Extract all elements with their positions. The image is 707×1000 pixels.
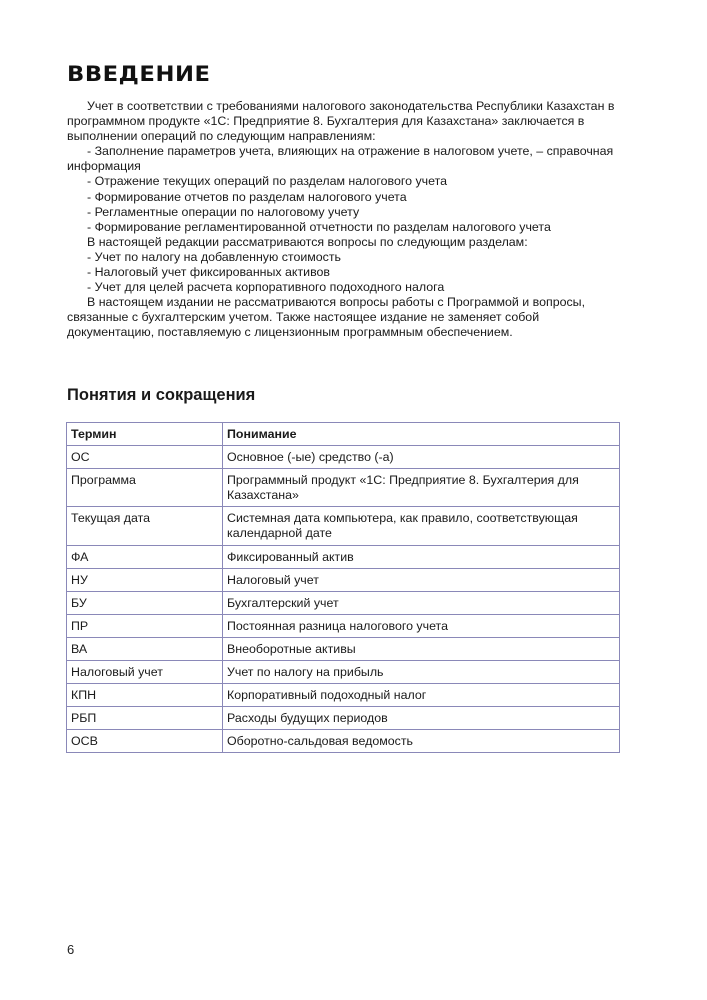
term-cell: ПР <box>67 614 223 637</box>
term-cell: ВА <box>67 637 223 660</box>
direction-item: - Регламентные операции по налоговому учету <box>87 204 360 219</box>
table-row <box>67 684 620 707</box>
meaning-cell: Налоговый учет <box>223 568 620 591</box>
table-row <box>67 469 620 507</box>
table-row <box>67 661 620 684</box>
intro-paragraph-2: В настоящей редакции рассматриваются вопросы по следующим разделам: <box>87 234 528 249</box>
meaning-cell: Бухгалтерский учет <box>223 591 620 614</box>
term-cell: Налоговый учет <box>67 661 223 684</box>
term-cell: Текущая дата <box>67 507 223 545</box>
meaning-cell: Учет по налогу на прибыль <box>223 661 620 684</box>
meaning-cell: Основное (-ые) средство (-а) <box>223 446 620 469</box>
meaning-cell: Внеоборотные активы <box>223 637 620 660</box>
direction-item: - Отражение текущих операций по разделам налогового учета <box>87 174 448 189</box>
direction-item: - Заполнение параметров учета, влияющих на отражение в налоговом учете, – справочная информация <box>67 144 614 174</box>
table-row <box>67 591 620 614</box>
table-header-row <box>67 423 620 446</box>
table-row <box>67 545 620 568</box>
table-row <box>67 568 620 591</box>
term-cell: ОСВ <box>67 730 223 753</box>
table-row <box>67 637 620 660</box>
meaning-cell: Постоянная разница налогового учета <box>223 614 620 637</box>
page-title: ВВЕДЕНИЕ <box>67 62 211 86</box>
glossary-title: Понятия и сокращения <box>67 386 256 404</box>
meaning-cell: Оборотно-сальдовая ведомость <box>223 730 620 753</box>
intro-text <box>67 99 619 341</box>
direction-item: - Формирование регламентированной отчетности по разделам налогового учета <box>87 219 551 234</box>
meaning-cell: Фиксированный актив <box>223 545 620 568</box>
meaning-cell: Системная дата компьютера, как правило, соответствующая календарной дате <box>223 507 620 545</box>
term-cell: ФА <box>67 545 223 568</box>
section-item: - Учет по налогу на добавленную стоимость <box>87 249 342 264</box>
page-number: 6 <box>67 942 75 957</box>
section-item: - Учет для целей расчета корпоративного подоходного налога <box>87 280 445 295</box>
table-row <box>67 507 620 545</box>
meaning-cell: Программный продукт «1С: Предприятие 8. Бухгалтерия для Казахстана» <box>223 469 620 507</box>
term-cell: РБП <box>67 707 223 730</box>
table-row <box>67 446 620 469</box>
term-cell: НУ <box>67 568 223 591</box>
term-cell: Программа <box>67 469 223 507</box>
term-cell: БУ <box>67 591 223 614</box>
table-row <box>67 614 620 637</box>
direction-item: - Формирование отчетов по разделам налогового учета <box>87 189 407 204</box>
table-row <box>67 707 620 730</box>
intro-paragraph-3: В настоящем издании не рассматриваются вопросы работы с Программой и вопросы, связанные с бухгалтерским учетом. Также настоящее издание не заменяет собой документацию, поставляемую с лицензионным программным обеспечением. <box>67 295 586 340</box>
intro-paragraph-1: Учет в соответствии с требованиями налогового законодательства Республики Казахстан в программном продукте «1С: Предприятие 8. Бухгалтерия для Казахстана» заключается в выполнении операций по следующим направлениям: <box>67 99 615 144</box>
table-row <box>67 730 620 753</box>
meaning-cell: Корпоративный подоходный налог <box>223 684 620 707</box>
term-cell: ОС <box>67 446 223 469</box>
section-item: - Налоговый учет фиксированных активов <box>87 265 331 280</box>
header-term: Термин <box>67 423 223 446</box>
meaning-cell: Расходы будущих периодов <box>223 707 620 730</box>
glossary-table <box>66 422 620 753</box>
header-meaning: Понимание <box>223 423 620 446</box>
term-cell: КПН <box>67 684 223 707</box>
